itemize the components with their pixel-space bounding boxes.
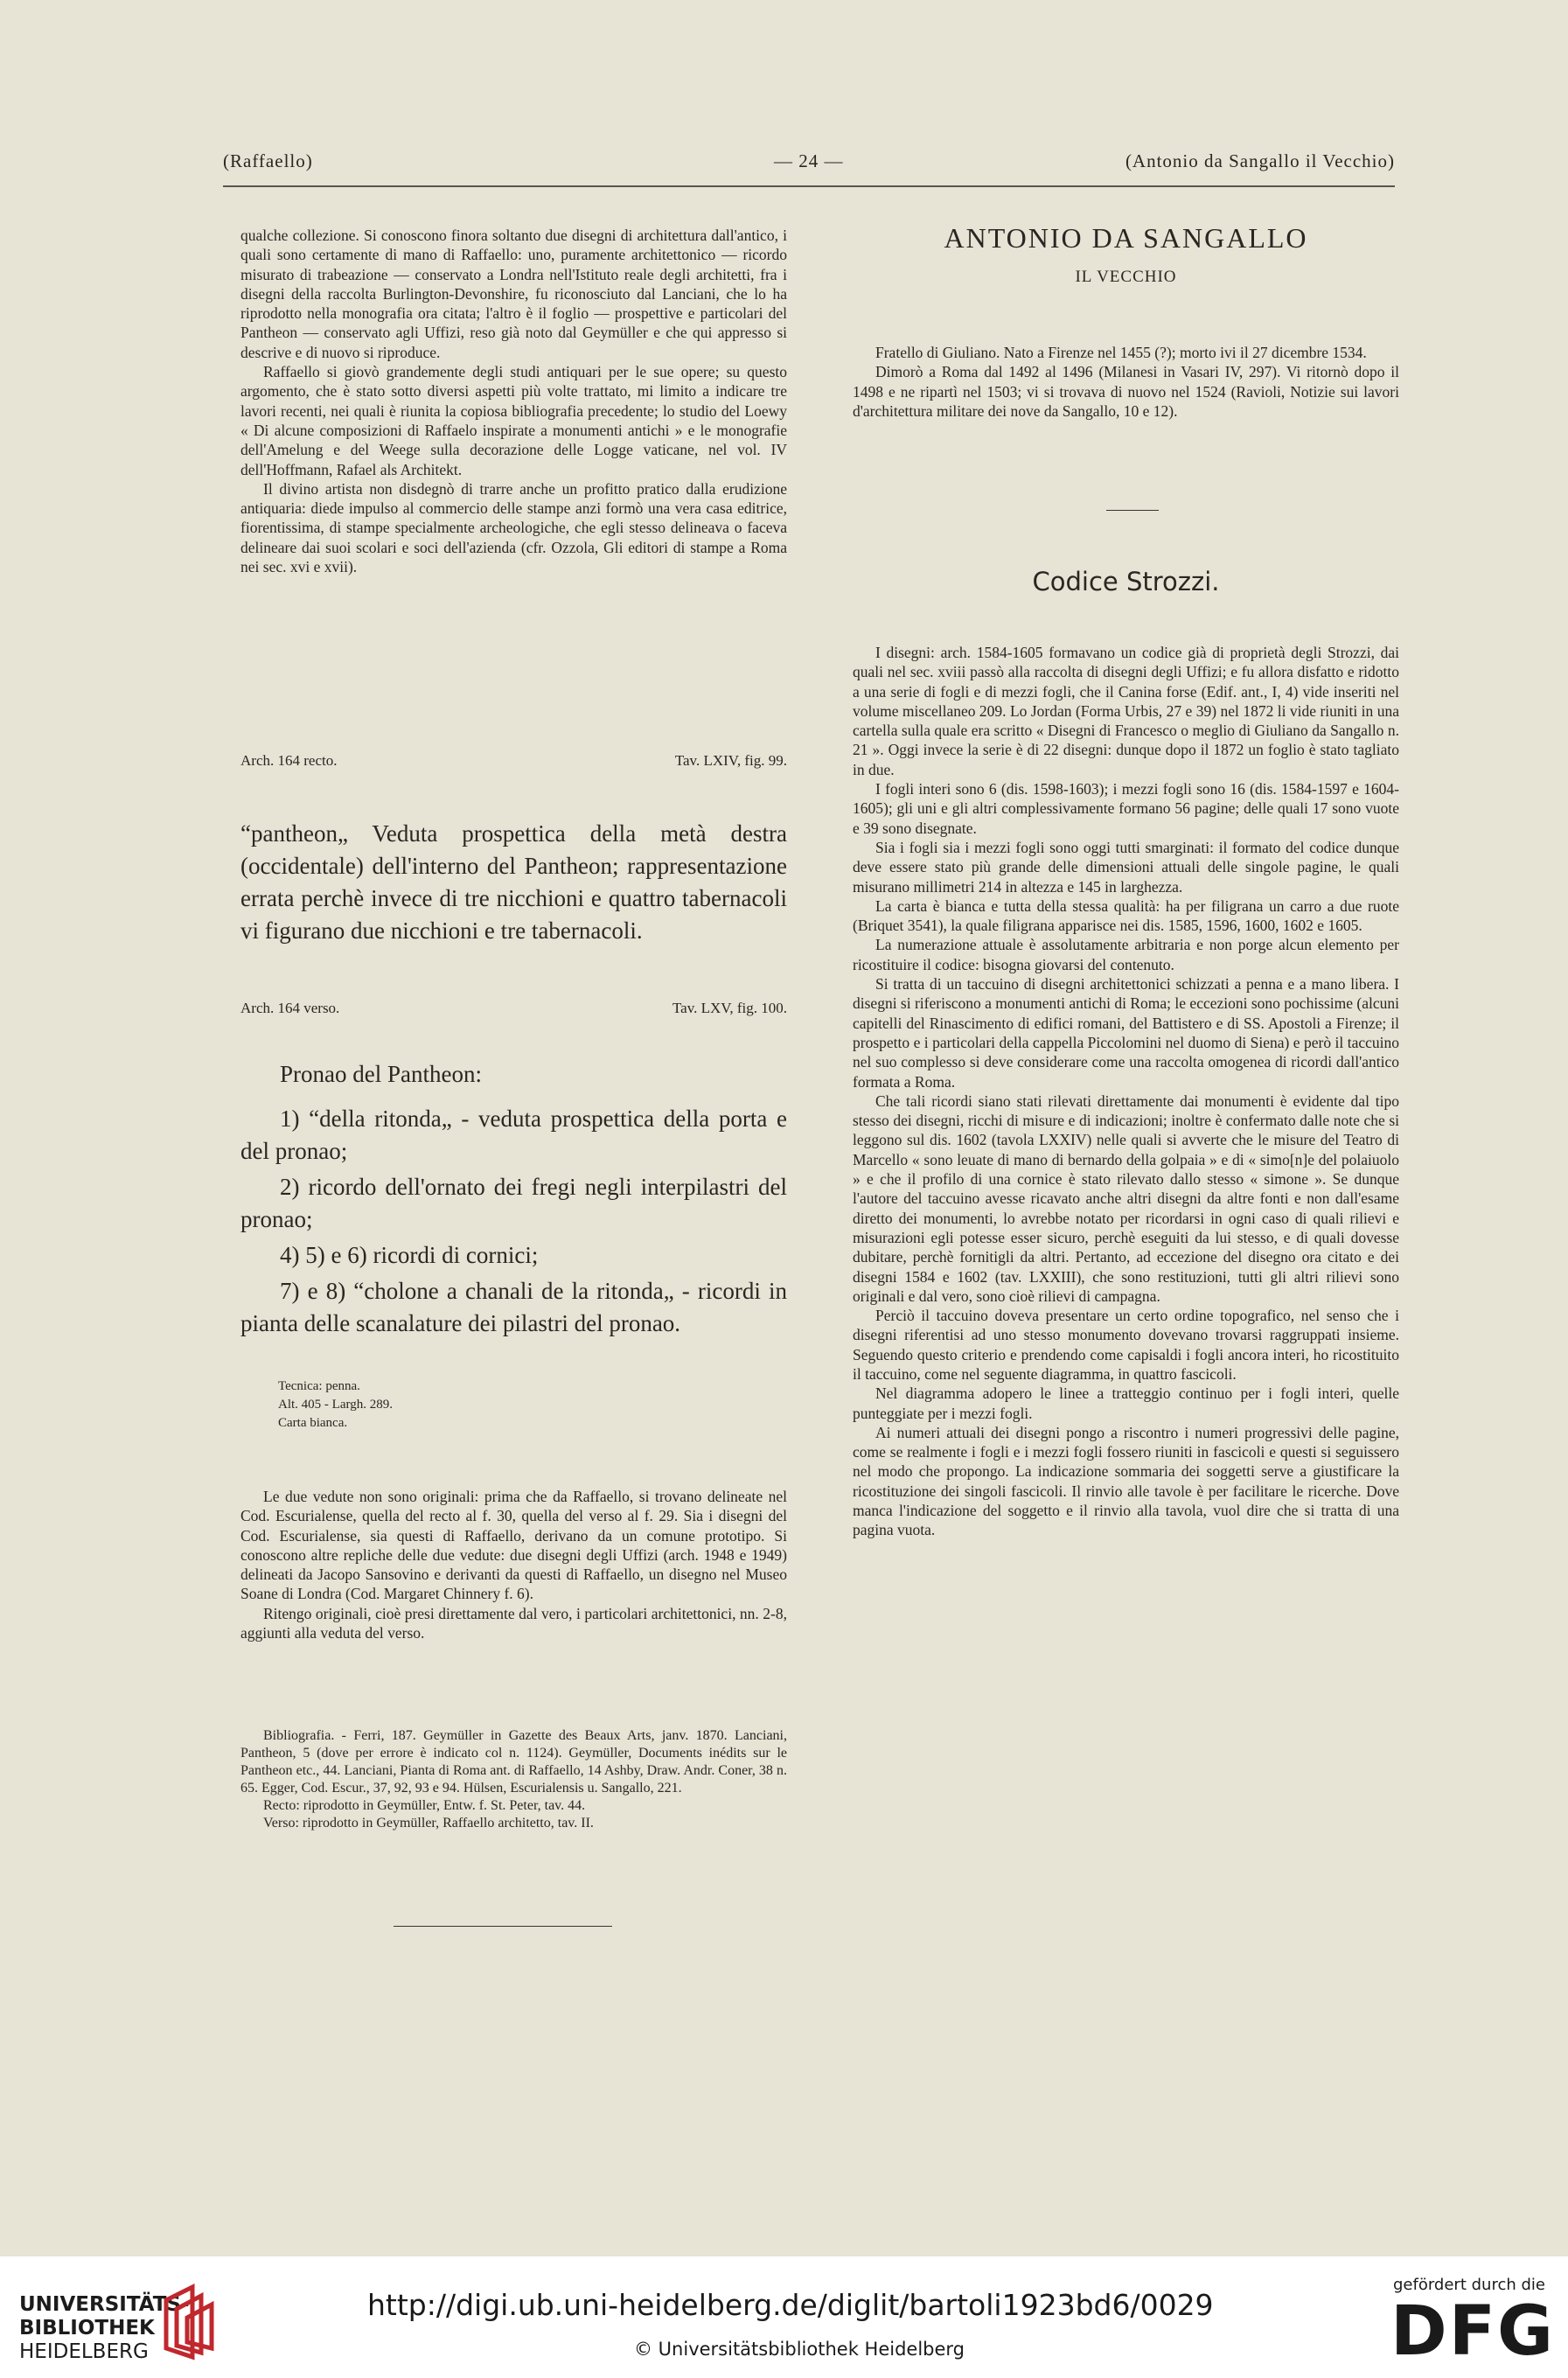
codice-paragraph: La carta è bianca e tutta della stessa qualità: ha per filigrana un carro a due ruote (Briquet 3541), la quale filigrana apparisce nei dis. 1585, 1596, 1600, 1602 e 1605. [853,896,1399,935]
codice-paragraph: La numerazione attuale è assolutamente arbitraria e non porge alcun elemento per ricostituire il codice: bisogna giovarsi del contenuto. [853,936,1399,973]
library-name-line: UNIVERSITÄTS- [19,2293,190,2316]
codice-paragraph: Si tratta di un taccuino di disegni architettonici schizzati a penna e a mano libera. I disegni si riferiscono a monumenti antichi di Roma; le eccezioni sono pochissime (alcuni capitelli del Rinascimento di edifici romani, del Battistero e di SS. Apostoli a Firenze; il prospetto e i particolari della cappella Piccolomini nel duomo di Siena) e però il taccuino nel suo complesso si deve considerare come una raccolta omogenea di ricordi dall'antico formata a Roma. [853,975,1399,1091]
bio-paragraph: Fratello di Giuliano. Nato a Firenze nel 1455 (?); morto ivi il 27 dicembre 1534. [875,344,1367,361]
bibliography-entry: Verso: riprodotto in Geymüller, Raffaello architetto, tav. II. [263,1816,594,1831]
biography [853,343,1399,421]
tech-line: Tecnica: penna. [278,1379,360,1393]
technical-data [278,1377,825,1433]
dfg-logo: DFG [1390,2292,1556,2371]
left-intro [240,226,787,576]
verso-description [240,1058,787,1340]
tav-ref: Tav. LXV, fig. 100. [672,1000,787,1016]
codice-paragraph: I disegni: arch. 1584-1605 formavano un codice già di proprietà degli Strozzi, dai quali nel sec. xviii passò alla raccolta di disegni degli Uffizi; e fu allora disfatto e ridotto a una serie di fogli e di mezzi fogli, che il Canina forse (Edif. ant., I, 4) vide inseriti nel volume miscellaneo 209. Lo Jordan (Forma Urbis, 27 e 39) nel 1872 li vide riuniti in una cartella sulla quale era scritto « Disegni di Francesco o meglio di Giuliano da Sangallo n. 21 ». Oggi invece la serie è di 22 disegni: dunque dopo il 1872 un foglio è stato tagliato in due. [853,644,1399,778]
short-separator [1106,510,1159,511]
page-number: — 24 — [774,150,844,171]
codice-paragraph: Che tali ricordi siano stati rilevati direttamente dai monumenti è evidente dal tipo stesso dei disegni, ricchi di misure e di indicazioni; inoltre è confermato dalle note che si leggono sul dis. 1602 (tavola LXXIV) nelle quali si avverte che le misure del Teatro di Marcello « sono leuate di mano di bernardo della golpaia » e di « simo[n]e del polaiuolo » e che il profilo di una cornice è stato rilevato dallo stesso « simone ». Se dunque l'autore del taccuino avesse ricavato anche altri disegni da altre fonti e non dall'esame diretto dei monumenti, lo avrebbe notato per ricordarsi in ogni caso di quali rilievi e misurazioni egli potesse esser sicuro, perchè eseguiti da lui stesso, e di quali dovesse dubitare, perchè fornitigli da altri. Pertanto, ad eccezione del disegno ora citato e dei disegni 1584 e 1602 (tav. LXXIII), che sono restituzioni, tutti gli altri rilievi sono originali e dal vero, sono cioè rilievi di campagna. [853,1091,1399,1305]
note-paragraph: Le due vedute non sono originali: prima che da Raffaello, si trovano delineate nel Cod. Escurialense, quella del recto al f. 30, quella del verso al f. 29. Sia i disegni del Cod. Escurialense, sia questi di Raffaello, derivano da un comune prototipo. Si conoscono altre repliche delle due vedute: due disegni degli Uffizi (arch. 1948 e 1949) delineati da Jacopo Sansovino e derivanti da questi di Raffaello, un disegno nel Museo Soane di Londra (Cod. Margaret Chinnery f. 6). [240,1488,787,1603]
recto-description: “pantheon„ Veduta prospettica della metà destra (occidentale) dell'interno del Pantheon; rappresentazione errata perchè invece di tre nicchioni e quattro tabernacoli vi figurano due nicchioni e tre tabernacoli. [240,820,787,944]
arch-ref: Arch. 164 recto. [240,752,338,769]
notes [240,1487,787,1642]
codice-paragraph: Sia i fogli sia i mezzi fogli sono oggi tutti smarginati: il formato del codice dunque deve essere stato più grande delle dimensioni attuali delle singole pagine, le quali misurano millimetri 214 in altezza e 145 in larghezza. [853,838,1399,896]
library-name-line: HEIDELBERG [19,2340,149,2363]
library-logo-icon [157,2283,219,2361]
running-head-left: (Raffaello) [223,150,313,171]
running-head-right: (Antonio da Sangallo il Vecchio) [1125,150,1395,171]
section-title: ANTONIO DA SANGALLO [944,222,1308,254]
codice-text [853,643,1399,1540]
codice-paragraph: Nel diagramma adopero le linee a tratteggio continuo per i fogli interi, quelle punteggiate per i mezzi fogli. [853,1384,1399,1422]
tech-line: Carta bianca. [278,1416,348,1430]
copyright-notice: © Universitätsbibliothek Heidelberg [634,2339,965,2360]
bibliography-entry: Recto: riprodotto in Geymüller, Entw. f. St. Peter, tav. 44. [263,1798,586,1813]
verso-title: Pronao del Pantheon: [280,1061,482,1087]
verso-item: 4) 5) e 6) ricordi di cornici; [280,1242,539,1268]
tav-ref: Tav. LXIV, fig. 99. [674,752,787,769]
codice-paragraph: I fogli interi sono 6 (dis. 1598-1603); i mezzi fogli sono 16 (dis. 1584-1597 e 1604-1605); gli uni e gli altri complessivamente formano 56 pagine; delle quali 17 sono vuote e 39 sono disegnate. [853,780,1399,837]
arch-verso-line [240,1000,787,1021]
bio-paragraph: Dimorò a Roma dal 1492 al 1496 (Milanesi in Vasari IV, 297). Vi ritornò dopo il 1498 e ne ripartì nel 1503; vi si trovava di nuovo nel 1524 (Ravioli, Notizie sui lavori d'architettura militare dei nove da Sangallo, 10 e 12). [853,363,1399,420]
codice-paragraph: Perciò il taccuino doveva presentare un certo ordine topografico, nel senso che i disegni riferentisi ad uno stesso monumento dovevano trovarsi raggruppati insieme. Seguendo questo criterio e prendendo come capisaldi i fogli ancora interi, ho ricostituito il taccuino, come nel seguente diagramma, in quattro fascicoli. [853,1307,1399,1383]
section-subtitle: IL VECCHIO [1075,268,1177,286]
header-rule [223,185,1395,187]
intro-paragraph: Raffaello si giovò grandemente degli studi antiquari per le sue opere; su questo argomento, che è stato sotto diversi aspetti più volte trattato, mi limito a indicare tre lavori recenti, nei quali è riunita la copiosa bibliografia precedente; lo studio del Loewy « Di alcune composizioni di Raffaelo inspirate a monumenti antichi » e le monografie dell'Amelung e del Weege sulla decorazione delle Logge vaticane, nel vol. IV dell'Hoffmann, Rafael als Architekt. [240,363,787,478]
codice-paragraph: Ai numeri attuali dei disegni pongo a riscontro i numeri progressivi delle pagine, come se realmente i fogli e i mezzi fogli fossero riuniti in fascicoli e questi si seguissero nel modo che propongo. La indicazione sommaria dei soggetti serve a giustificare la ricostituzione dei singoli fascicoli. Il rinvio alle tavole è per facilitare le ricerche. Dove manca l'indicazione del soggetto e il rinvio alla tavola, vuol dire che si tratta di una pagina vuota. [853,1423,1399,1539]
viewer-footer [0,2256,1568,2378]
verso-item: 1) “della ritonda„ - veduta prospettica della porta e del pronao; [240,1105,787,1164]
codice-title: Codice Strozzi. [1032,567,1220,596]
arch-recto-line [240,752,787,773]
arch-ref: Arch. 164 verso. [240,1000,340,1016]
running-head [223,150,1395,185]
closing-ornament [394,1926,612,1927]
funding-label: gefördert durch die [1393,2276,1545,2294]
tech-line: Alt. 405 - Largh. 289. [278,1398,393,1412]
note-paragraph: Ritengo originali, cioè presi direttamente dal vero, i particolari architettonici, nn. 2-8, aggiunti alla veduta del verso. [240,1604,787,1642]
page-url[interactable]: http://digi.ub.uni-heidelberg.de/diglit/bartoli1923bd6/0029 [367,2288,1214,2322]
library-name-line: BIBLIOTHEK [19,2317,155,2340]
verso-item: 2) ricordo dell'ornato dei fregi negli interpilastri del pronao; [240,1174,787,1232]
intro-paragraph: qualche collezione. Si conoscono finora soltanto due disegni di architettura dall'antico, i quali sono certamente di mano di Raffaello: uno, puramente architettonico — ricordo misurato di trabeazione — conservato a Londra nell'Istituto reale degli architetti, fra i disegni della raccolta Burlington-Devonshire, fu riconosciuto dal Lanciani, che lo ha riprodotto nella monografia ora citata; l'altro è il foglio — prospettive e particolari del Pantheon — conservato agli Uffizi, reso già noto dal Geymüller e che qui appresso si descrive e di nuovo si riproduce. [240,227,787,361]
intro-paragraph: Il divino artista non disdegnò di trarre anche un profitto pratico dalla erudizione antiquaria: diede impulso al commercio delle stampe anzi formò una vera casa editrice, fiorentissima, di stampe specialmente archeologiche, che egli stesso delineava o faceva delineare dai suoi scolari e soci dell'azienda (cfr. Ozzola, Gli editori di stampe a Roma nei sec. xvi e xvii). [240,479,787,576]
bibliography [240,1727,787,1832]
bibliography-entry: Bibliografia. - Ferri, 187. Geymüller in Gazette des Beaux Arts, janv. 1870. Lanciani, Pantheon, 5 (dove per errore è indicato col n. 1124). Geymüller, Documents inédits sur le Pantheon etc., 44. Lanciani, Pianta di Roma ant. di Raffaello, 14 Ashby, Draw. Andr. Coner, 38 n. 65. Egger, Cod. Escur., 37, 92, 93 e 94. Hülsen, Escurialensis u. Sangallo, 221. [240,1728,787,1796]
verso-item: 7) e 8) “cholone a chanali de la ritonda„ - ricordi in pianta delle scanalature dei pilastri del pronao. [240,1278,787,1336]
